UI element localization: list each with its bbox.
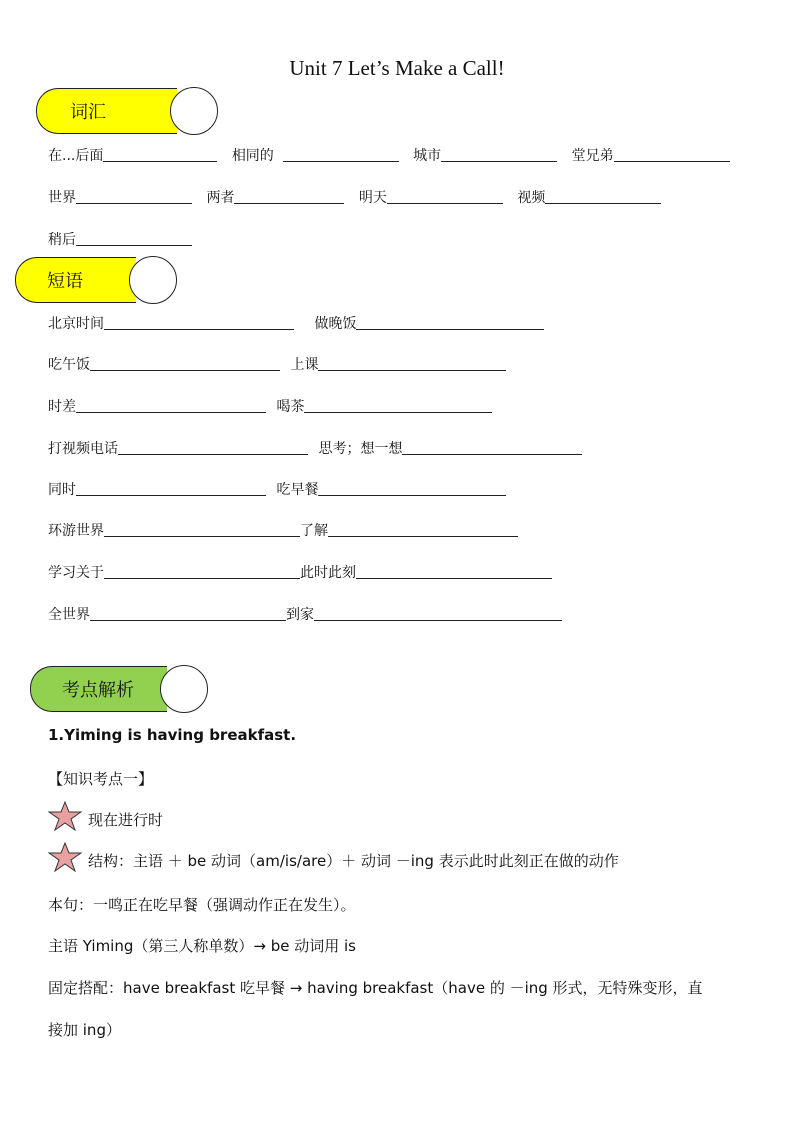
answer-blank[interactable] bbox=[90, 606, 286, 621]
tag-bite bbox=[160, 665, 208, 713]
vocab-item: 稍后 bbox=[48, 229, 192, 249]
tag-background bbox=[36, 88, 177, 134]
answer-blank[interactable] bbox=[318, 481, 506, 496]
subject-note: 主语 Yiming（第三人称单数）→ be 动词用 is bbox=[48, 937, 356, 955]
answer-blank[interactable] bbox=[328, 522, 518, 537]
vocab-row-1 bbox=[48, 145, 736, 165]
fixed-collocation-note: 固定搭配：have breakfast 吃早餐 → having breakfast（have 的 －ing 形式，无特殊变形，直 bbox=[48, 979, 703, 997]
vocab-item: 视频 bbox=[517, 187, 661, 207]
answer-blank[interactable] bbox=[318, 356, 506, 371]
page-title: Unit 7 Let’s Make a Call! bbox=[289, 56, 505, 80]
answer-blank[interactable] bbox=[104, 564, 300, 579]
section-label: 短语 bbox=[47, 271, 83, 292]
vocab-item: 明天 bbox=[359, 187, 503, 207]
section-tag-phrases bbox=[15, 257, 165, 303]
phrase-item: 全世界 bbox=[48, 604, 286, 624]
vocab-item: 两者 bbox=[206, 187, 344, 207]
answer-blank[interactable] bbox=[387, 189, 503, 204]
star-icon bbox=[48, 842, 82, 872]
phrase-item: 了解 bbox=[300, 520, 518, 540]
phrase-item: 做晚饭 bbox=[314, 313, 544, 333]
answer-blank[interactable] bbox=[76, 231, 192, 246]
phrase-row-4 bbox=[48, 438, 588, 458]
phrase-item: 学习关于 bbox=[48, 562, 300, 582]
tag-bite bbox=[129, 256, 177, 304]
answer-blank[interactable] bbox=[304, 398, 492, 413]
phrase-item: 吃早餐 bbox=[276, 479, 506, 499]
phrase-row-7 bbox=[48, 562, 558, 582]
answer-blank[interactable] bbox=[104, 315, 294, 330]
vocab-row-2 bbox=[48, 187, 667, 207]
phrase-item: 打视频电话 bbox=[48, 438, 308, 458]
answer-blank[interactable] bbox=[314, 606, 562, 621]
phrase-row-5 bbox=[48, 479, 512, 499]
answer-blank[interactable] bbox=[402, 440, 582, 455]
answer-blank[interactable] bbox=[118, 440, 308, 455]
answer-blank[interactable] bbox=[356, 315, 544, 330]
fixed-collocation-note-cont: 接加 ing） bbox=[48, 1021, 121, 1039]
answer-blank[interactable] bbox=[104, 522, 300, 537]
phrase-row-2 bbox=[48, 354, 512, 374]
structure-line: 结构：主语 ＋ be 动词（am/is/are）＋ 动词 －ing 表示此时此刻正在做的动作 bbox=[48, 842, 619, 872]
section-tag-vocab bbox=[36, 88, 186, 134]
answer-blank[interactable] bbox=[614, 147, 730, 162]
section-label: 考点解析 bbox=[62, 680, 134, 701]
phrase-item: 喝茶 bbox=[276, 396, 492, 416]
phrase-item: 此时此刻 bbox=[300, 562, 552, 582]
phrase-item: 上课 bbox=[290, 354, 506, 374]
tense-line: 现在进行时 bbox=[48, 801, 163, 831]
tag-bite bbox=[170, 87, 218, 135]
phrase-row-3 bbox=[48, 396, 498, 416]
phrase-item: 北京时间 bbox=[48, 313, 294, 333]
phrase-row-6 bbox=[48, 520, 524, 540]
vocab-item: 世界 bbox=[48, 187, 192, 207]
star-icon bbox=[48, 801, 82, 831]
vocab-row-3 bbox=[48, 229, 198, 249]
answer-blank[interactable] bbox=[283, 147, 399, 162]
vocab-item: 堂兄弟 bbox=[572, 145, 730, 165]
answer-blank[interactable] bbox=[356, 564, 552, 579]
section-label: 词汇 bbox=[70, 102, 106, 123]
phrase-item: 思考；想一想 bbox=[318, 438, 582, 458]
vocab-item: 城市 bbox=[413, 145, 557, 165]
phrase-item: 吃午饭 bbox=[48, 354, 280, 374]
phrase-item: 时差 bbox=[48, 396, 266, 416]
knowledge-point-header: 【知识考点一】 bbox=[48, 770, 154, 788]
answer-blank[interactable] bbox=[76, 189, 192, 204]
vocab-item: 在...后面 bbox=[48, 145, 217, 165]
phrase-item: 环游世界 bbox=[48, 520, 300, 540]
phrase-item: 同时 bbox=[48, 479, 266, 499]
answer-blank[interactable] bbox=[234, 189, 344, 204]
answer-blank[interactable] bbox=[441, 147, 557, 162]
answer-blank[interactable] bbox=[90, 356, 280, 371]
vocab-item: 相同的 bbox=[232, 145, 399, 165]
this-sentence-note: 本句：一鸣正在吃早餐（强调动作正在发生）。 bbox=[48, 896, 356, 914]
answer-blank[interactable] bbox=[76, 398, 266, 413]
example-sentence: 1.Yiming is having breakfast. bbox=[48, 726, 297, 744]
section-tag-analysis bbox=[30, 666, 190, 712]
answer-blank[interactable] bbox=[103, 147, 217, 162]
phrase-item: 到家 bbox=[286, 604, 562, 624]
answer-blank[interactable] bbox=[545, 189, 661, 204]
phrase-row-8 bbox=[48, 604, 568, 624]
answer-blank[interactable] bbox=[76, 481, 266, 496]
phrase-row-1 bbox=[48, 313, 550, 333]
